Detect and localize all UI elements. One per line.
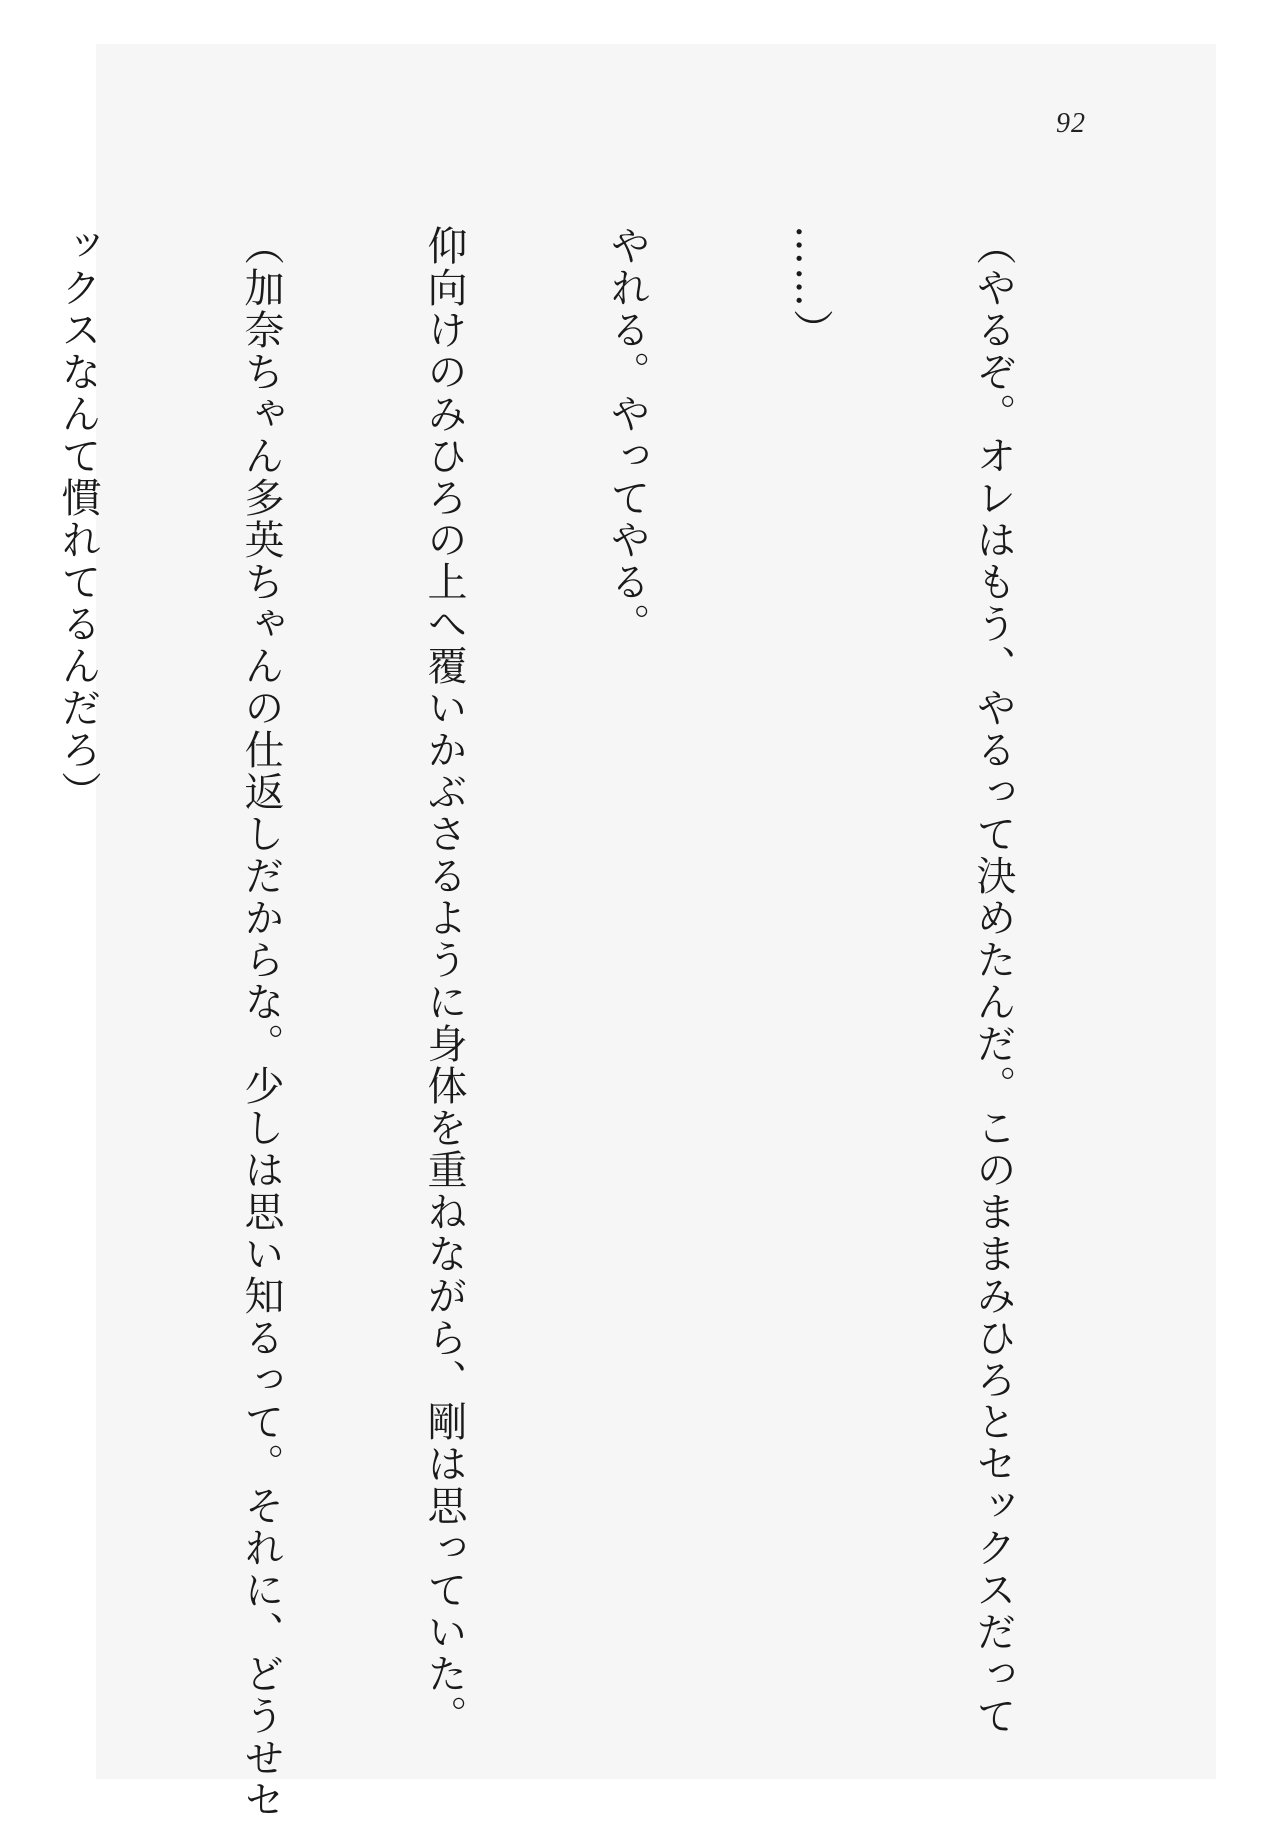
text-line: （やるぞ。オレはもう、やるって決めたんだ。このままみひろとセックスだって — [970, 225, 1016, 1737]
vertical-text-body — [55, 225, 1145, 1821]
text-line: やれる。やってやる。 — [604, 225, 650, 645]
text-line: （加奈ちゃん多英ちゃんの仕返しだからな。少しは思い知るって。それに、どうせセ — [238, 225, 284, 1821]
page-number: 92 — [1056, 108, 1086, 139]
text-line: ックスなんて慣れてるんだろ） — [55, 225, 101, 813]
text-line: 仰向けのみひろの上へ覆いかぶさるように身体を重ねながら、剛は思っていた。 — [421, 225, 467, 1737]
text-line: ……） — [787, 225, 833, 351]
